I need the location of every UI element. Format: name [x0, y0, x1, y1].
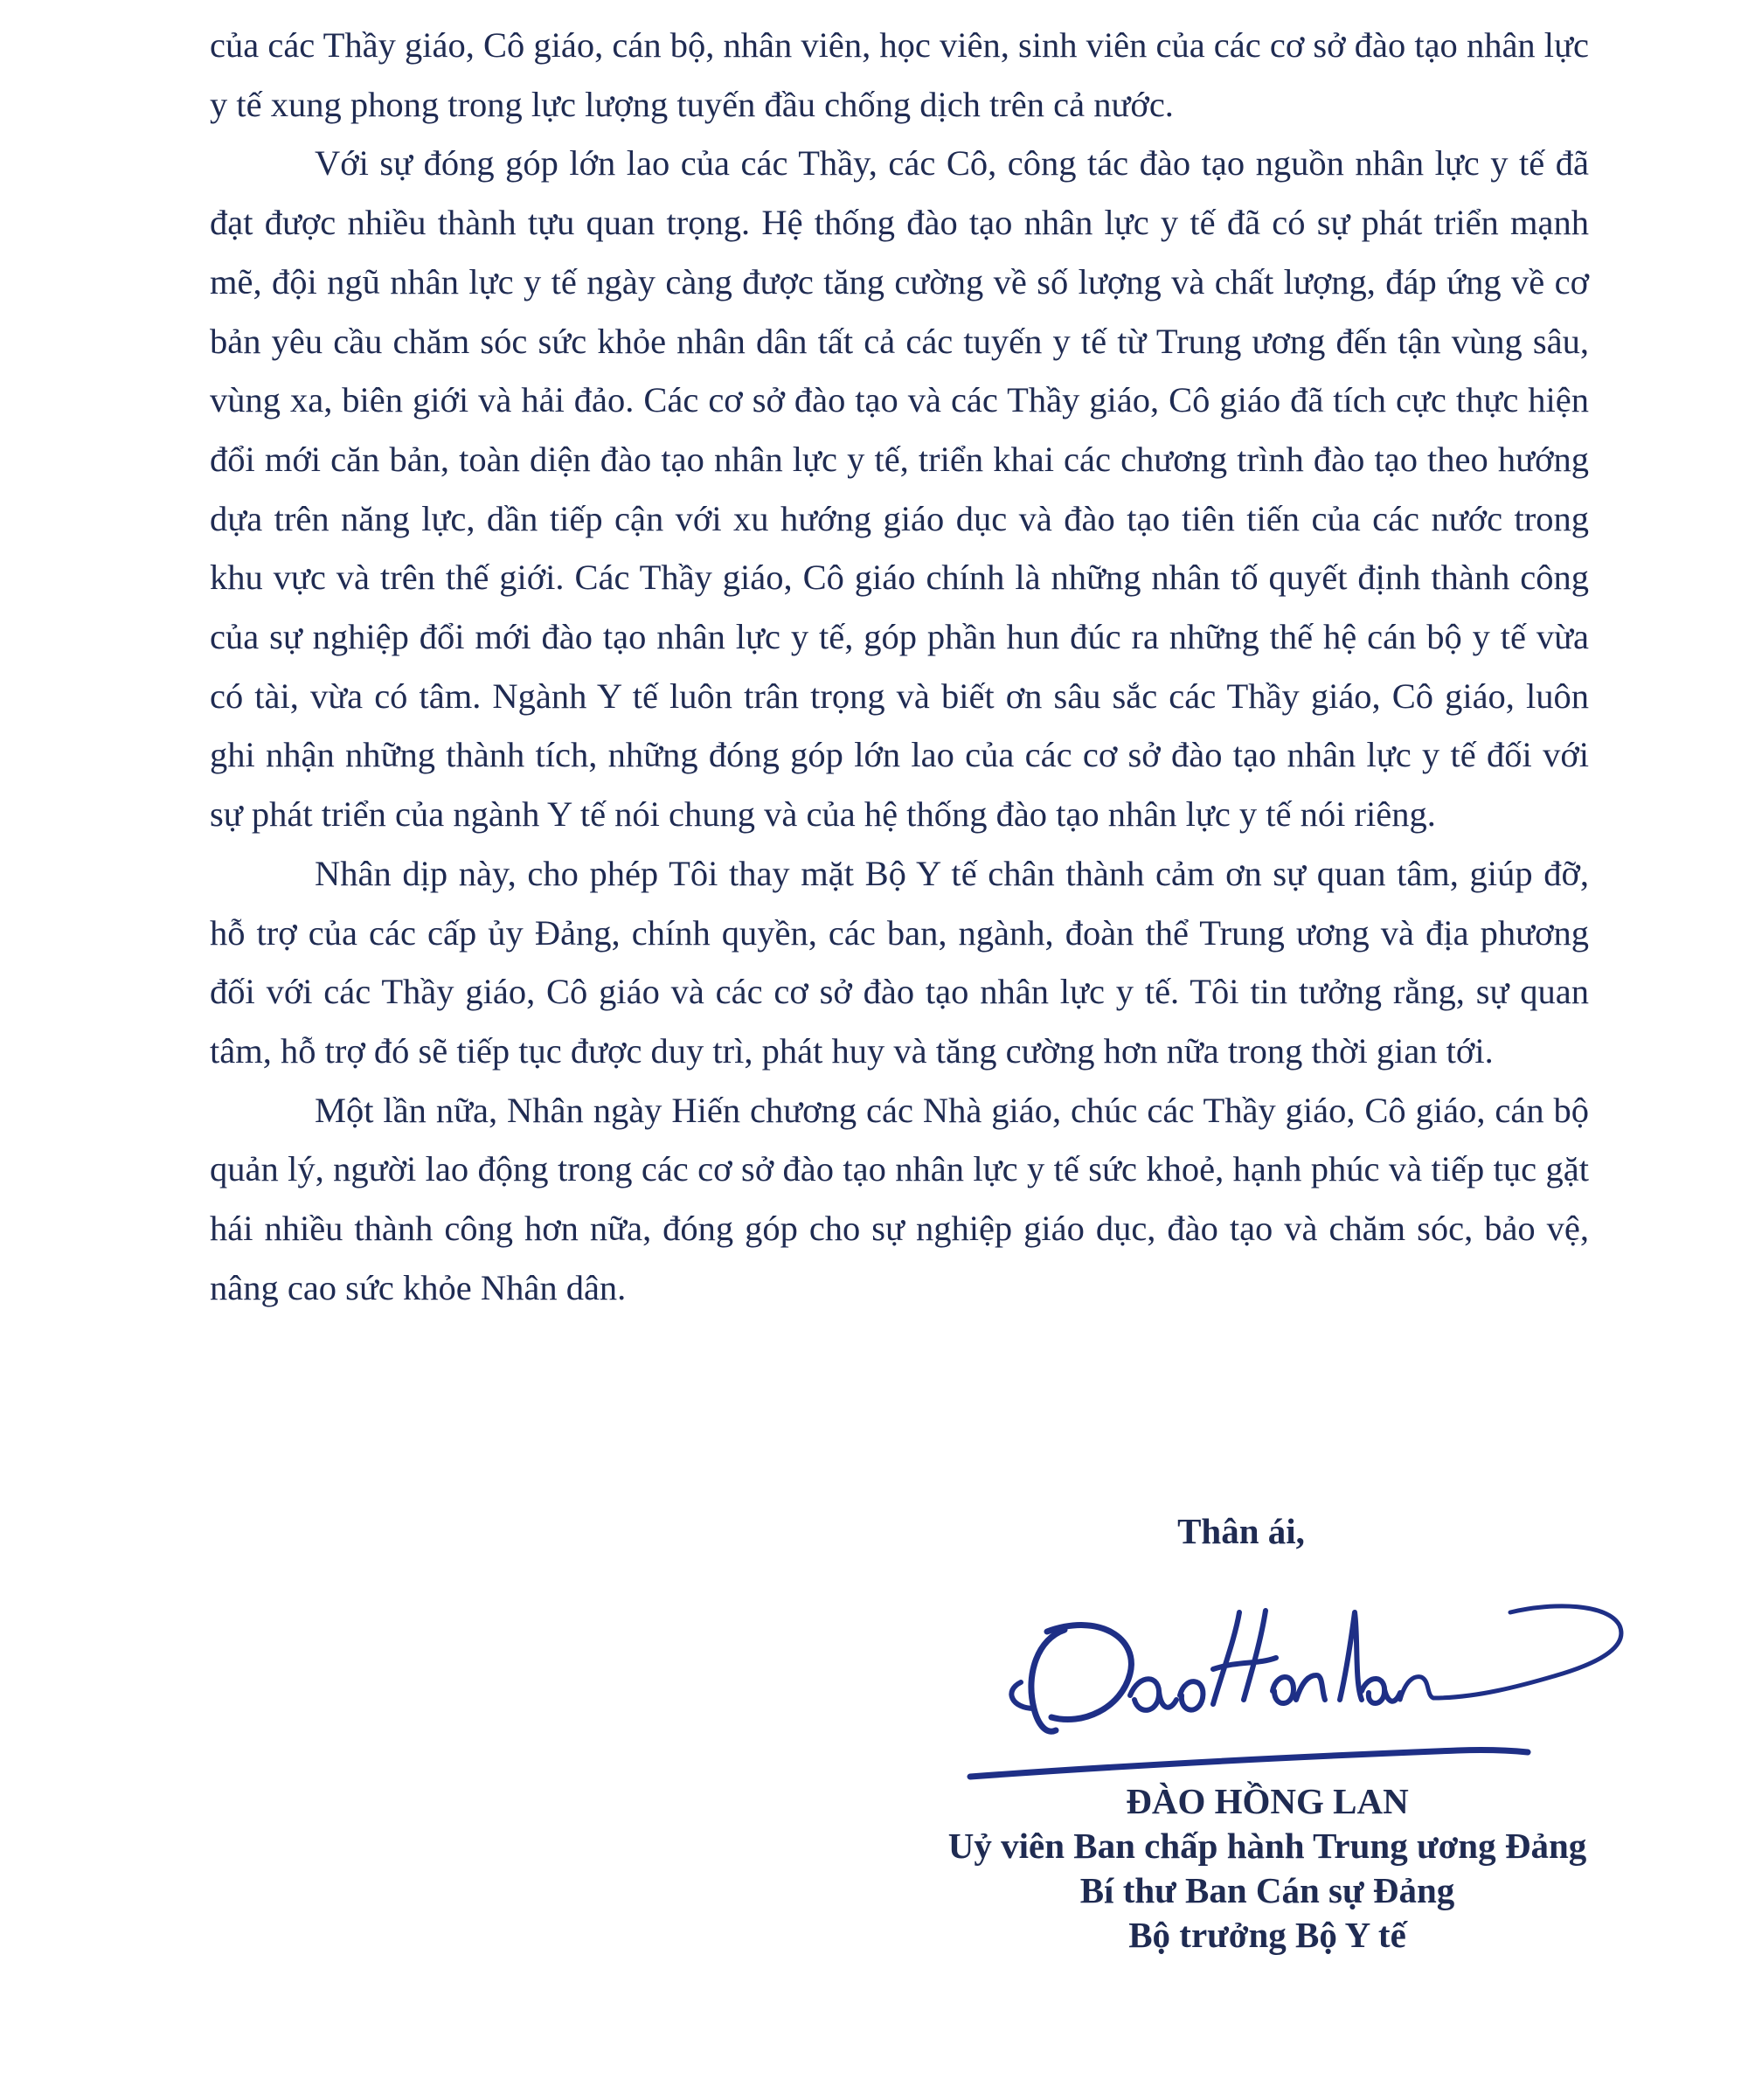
- signer-name: ĐÀO HỒNG LAN: [1126, 1781, 1409, 1821]
- paragraph-3: Nhân dịp này, cho phép Tôi thay mặt Bộ Y tế chân thành cảm ơn sự quan tâm, giúp đỡ, hỗ trợ của các cấp ủy Đảng, chính quyền, các ban, ngành, đoàn thể Trung ương và địa phương đối với các Thầy giáo, Cô giáo và các cơ sở đào tạo nhân lực y tế. Tôi tin tưởng rằng, sự quan tâm, hỗ trợ đó sẽ tiếp tục được duy trì, phát huy và tăng cường hơn nữa trong thời gian tới.: [210, 853, 1589, 1071]
- signer-block: [787, 1779, 1748, 1958]
- signer-title-3: Bộ trưởng Bộ Y tế: [1128, 1915, 1406, 1955]
- signature-image: [951, 1577, 1633, 1783]
- paragraph-2: Với sự đóng góp lớn lao của các Thầy, các Cô, công tác đào tạo nguồn nhân lực y tế đã đạt được nhiều thành tựu quan trọng. Hệ thống đào tạo nhân lực y tế đã có sự phát triển mạnh mẽ, đội ngũ nhân lực y tế ngày càng được tăng cường về số lượng và chất lượng, đáp ứng về cơ bản yêu cầu chăm sóc sức khỏe nhân dân tất cả các tuyến y tế từ Trung ương đến tận vùng sâu, vùng xa, biên giới và hải đảo. Các cơ sở đào tạo và các Thầy giáo, Cô giáo đã tích cực thực hiện đổi mới căn bản, toàn diện đào tạo nhân lực y tế, triển khai các chương trình đào tạo theo hướng dựa trên năng lực, dần tiếp cận với xu hướng giáo dục và đào tạo tiên tiến của các nước trong khu vực và trên thế giới. Các Thầy giáo, Cô giáo chính là những nhân tố quyết định thành công của sự nghiệp đổi mới đào tạo nhân lực y tế, góp phần hun đúc ra những thế hệ cán bộ y tế vừa có tài, vừa có tâm. Ngành Y tế luôn trân trọng và biết ơn sâu sắc các Thầy giáo, Cô giáo, luôn ghi nhận những thành tích, những đóng góp lớn lao của các cơ sở đào tạo nhân lực y tế đối với sự phát triển của ngành Y tế nói chung và của hệ thống đào tạo nhân lực y tế nói riêng.: [210, 143, 1589, 835]
- paragraph-4: Một lần nữa, Nhân ngày Hiến chương các Nhà giáo, chúc các Thầy giáo, Cô giáo, cán bộ quản lý, người lao động trong các cơ sở đào tạo nhân lực y tế sức khoẻ, hạnh phúc và tiếp tục gặt hái nhiều thành công hơn nữa, đóng góp cho sự nghiệp giáo dục, đào tạo và chăm sóc, bảo vệ, nâng cao sức khỏe Nhân dân.: [210, 1090, 1589, 1307]
- signer-title-1: Uỷ viên Ban chấp hành Trung ương Đảng: [947, 1826, 1587, 1866]
- signer-title-2: Bí thư Ban Cán sự Đảng: [1079, 1870, 1455, 1910]
- letter-body: [210, 16, 1589, 1317]
- closing-greeting: Thân ái,: [1177, 1511, 1305, 1551]
- paragraph-1: của các Thầy giáo, Cô giáo, cán bộ, nhân viên, học viên, sinh viên của các cơ sở đào tạo nhân lực y tế xung phong trong lực lượng tuyến đầu chống dịch trên cả nước.: [210, 25, 1589, 124]
